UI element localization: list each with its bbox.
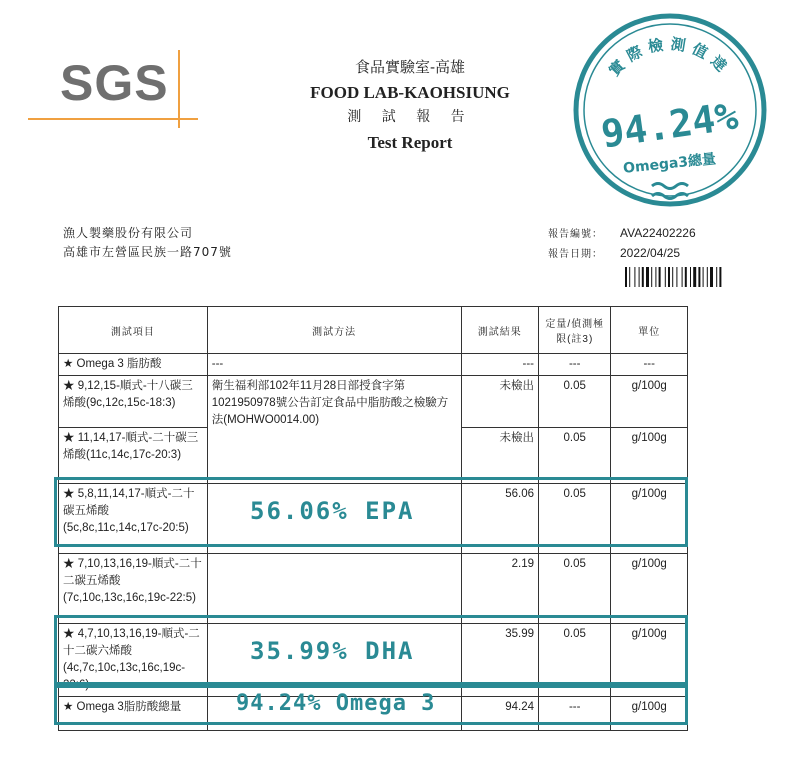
- barcode-bar: [629, 267, 630, 287]
- header-limit: 定量/偵測極限(註3): [539, 307, 611, 354]
- cell-method: [207, 554, 461, 624]
- stamp-arc-text: 實際檢測值達: [605, 34, 735, 80]
- barcode-bar: [651, 267, 652, 287]
- cell-limit: 0.05: [539, 376, 611, 428]
- barcode-bar: [655, 267, 656, 287]
- lab-title-zh: 食品實驗室-高雄: [354, 58, 466, 76]
- cell-unit: ---: [611, 354, 688, 376]
- cell-limit: ---: [539, 697, 611, 731]
- wave-icon: [652, 184, 688, 189]
- cell-unit: g/100g: [611, 697, 688, 731]
- cell-method: ---: [207, 354, 461, 376]
- cell-item: ★ 4,7,10,13,16,19-順式-二十二碳六烯酸(4c,7c,10c,13c,16c,19c-22:6): [59, 624, 208, 697]
- cell-unit: g/100g: [611, 554, 688, 624]
- cell-item: ★ Omega 3脂肪酸總量: [59, 697, 208, 731]
- table-row: [59, 376, 688, 428]
- cell-limit: ---: [539, 354, 611, 376]
- table-row: [59, 554, 688, 624]
- report-number-label: 報告編號：: [548, 229, 603, 240]
- header-result: 測試結果: [461, 307, 538, 354]
- cell-unit: g/100g: [611, 428, 688, 484]
- report-date-label: 報告日期：: [548, 249, 603, 260]
- barcode-bar: [668, 267, 670, 287]
- table-row: [59, 354, 688, 376]
- stamp-label: Omega3總量: [622, 151, 717, 177]
- cell-result: ---: [461, 354, 538, 376]
- client-name: 漁人製藥股份有限公司: [63, 226, 194, 240]
- cell-limit: 0.05: [539, 624, 611, 697]
- barcode-bar: [703, 267, 704, 287]
- header-item: 測試項目: [59, 307, 208, 354]
- cell-item: ★ Omega 3 脂肪酸: [59, 354, 208, 376]
- barcode-bar: [676, 267, 677, 287]
- barcode-bar: [716, 267, 717, 287]
- cell-unit: g/100g: [611, 376, 688, 428]
- logo-line-vertical: [178, 50, 180, 128]
- table-header-row: [59, 307, 688, 354]
- barcode-bar: [639, 267, 640, 287]
- logo-text: SGS: [60, 55, 169, 111]
- cell-result: 2.19: [461, 554, 538, 624]
- client-address: 高雄市左營區民族一路707號: [63, 245, 232, 259]
- report-title-zh: 測 試 報 告: [347, 109, 473, 125]
- cell-method: 衛生福利部102年11月28日部授食字第1021950978號公告訂定食品中脂肪酸之檢驗方法(MOHWO0014.00): [207, 376, 461, 484]
- cell-item: ★ 11,14,17-順式-二十碳三烯酸(11c,14c,17c-20:3): [59, 428, 208, 484]
- header-unit: 單位: [611, 307, 688, 354]
- barcode-bar: [707, 267, 708, 287]
- cell-limit: 0.05: [539, 484, 611, 554]
- barcode-bar: [672, 267, 673, 287]
- logo-line-horizontal: [28, 118, 198, 120]
- stamp-value: 94.24%: [598, 93, 741, 157]
- cell-limit: 0.05: [539, 554, 611, 624]
- barcode-bar: [710, 267, 713, 287]
- barcode-bar: [690, 267, 691, 287]
- report-header: [285, 55, 535, 155]
- cell-item: ★ 5,8,11,14,17-順式-二十碳五烯酸(5c,8c,11c,14c,17c-20:5): [59, 484, 208, 554]
- cell-item: ★ 9,12,15-順式-十八碳三烯酸(9c,12c,15c-18:3): [59, 376, 208, 428]
- cell-item: ★ 7,10,13,16,19-順式-二十二碳五烯酸(7c,10c,13c,16c,19c-22:5): [59, 554, 208, 624]
- barcode-icon: [625, 267, 755, 287]
- client-info: [63, 224, 232, 262]
- barcode-bar: [719, 267, 721, 287]
- omega3-stamp: [570, 10, 770, 210]
- report-number: AVA22402226: [620, 226, 696, 240]
- cell-result: 56.06: [461, 484, 538, 554]
- omega3-highlight-text: 94.24% Omega 3: [236, 691, 436, 716]
- lab-title-en: FOOD LAB-KAOHSIUNG: [310, 83, 510, 102]
- barcode-bar: [634, 267, 635, 287]
- barcode-bar: [682, 267, 683, 287]
- barcode-bar: [646, 267, 649, 287]
- epa-highlight-text: 56.06% EPA: [250, 497, 415, 525]
- dha-highlight-text: 35.99% DHA: [250, 637, 415, 665]
- barcode-bar: [665, 267, 666, 287]
- cell-limit: 0.05: [539, 428, 611, 484]
- barcode-bar: [698, 267, 700, 287]
- barcode-bar: [693, 267, 696, 287]
- barcode-bar: [685, 267, 687, 287]
- sgs-logo: [28, 50, 206, 130]
- cell-result: 35.99: [461, 624, 538, 697]
- barcode-bar: [659, 267, 661, 287]
- cell-result: 94.24: [461, 697, 538, 731]
- barcode-bar: [625, 267, 627, 287]
- barcode-bar: [642, 267, 644, 287]
- cell-result: 未檢出: [461, 428, 538, 484]
- report-date: 2022/04/25: [620, 246, 681, 260]
- cell-result: 未檢出: [461, 376, 538, 428]
- cell-unit: g/100g: [611, 624, 688, 697]
- header-method: 測試方法: [207, 307, 461, 354]
- report-meta: [548, 224, 696, 264]
- cell-unit: g/100g: [611, 484, 688, 554]
- report-title-en: Test Report: [367, 133, 453, 152]
